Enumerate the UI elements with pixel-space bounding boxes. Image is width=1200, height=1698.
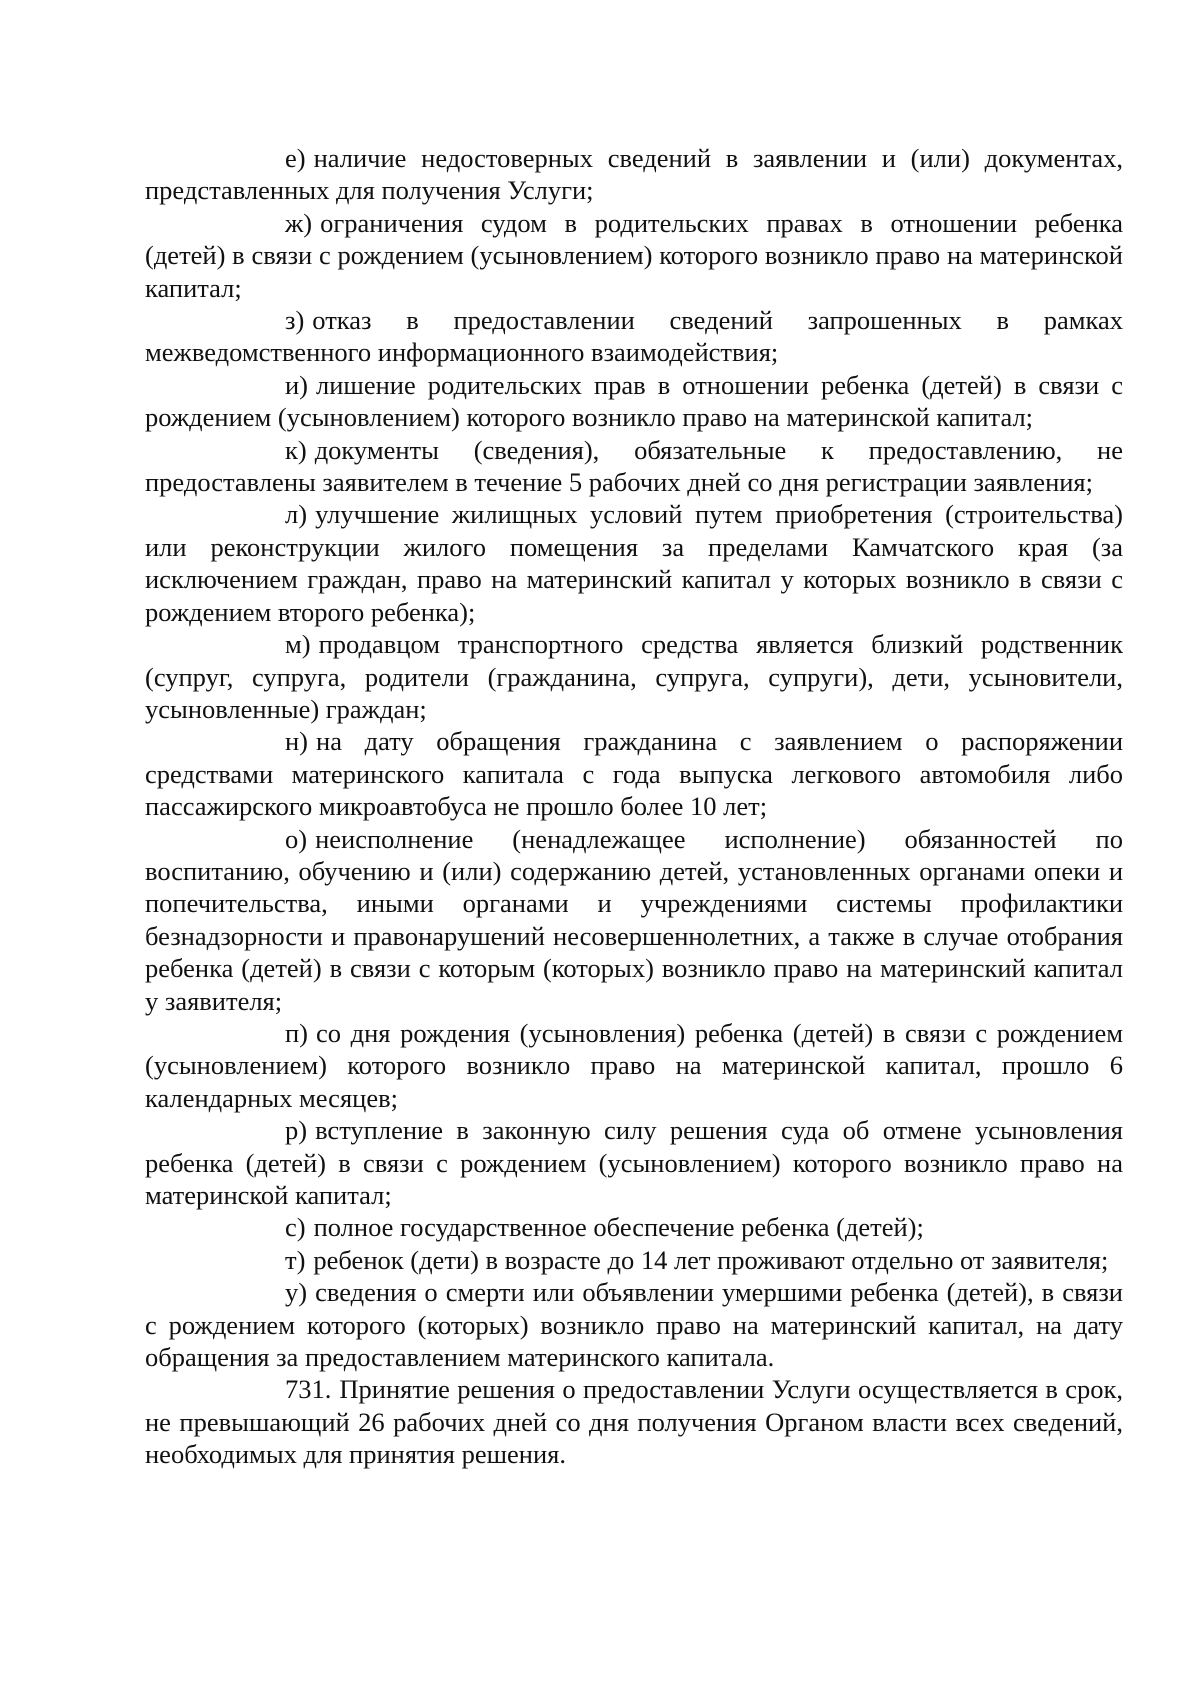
paragraph-text: полное государственное обеспечение ребенка (детей); bbox=[313, 1212, 924, 1243]
item-marker: л) bbox=[285, 499, 308, 530]
paragraph-731 bbox=[145, 1373, 1123, 1470]
item-marker: р) bbox=[285, 1115, 308, 1146]
paragraph-text: вступление в законную силу решения суда об отмене усыновления ребенка (детей) в связи с рождением (усыновлением) которого возникло право на материнской капитал; bbox=[145, 1115, 1123, 1210]
paragraph-l bbox=[145, 498, 1123, 628]
paragraph-text: продавцом транспортного средства является близкий родственник (супруг, супруга, родители (гражданина, супруга, супруги), дети, усыновители, усыновленные) граждан; bbox=[145, 629, 1123, 724]
item-marker: е) bbox=[285, 143, 306, 173]
item-marker: и) bbox=[285, 369, 309, 400]
paragraph-text: наличие недостоверных сведений в заявлении и (или) документах, представленных для получения Услуги; bbox=[145, 143, 1123, 206]
document-body bbox=[145, 142, 1123, 1471]
paragraph-text: ограничения судом в родительских правах в отношении ребенка (детей) в связи с рождением (усыновлением) которого возникло право на материнской капитал; bbox=[145, 207, 1123, 303]
paragraph-text: на дату обращения гражданина с заявлением о распоряжении средствами материнского капитала с года выпуска легкового автомобиля либо пассажирского микроавтобуса не прошло более 10 лет; bbox=[145, 726, 1123, 822]
item-marker: с) bbox=[285, 1212, 306, 1243]
paragraph-o bbox=[145, 823, 1123, 1017]
paragraph-r bbox=[145, 1114, 1123, 1211]
paragraph-z bbox=[145, 304, 1123, 369]
paragraph-text: Принятие решения о предоставлении Услуги осуществляется в срок, не превышающий 26 рабочих дней со дня получения Органом власти всех сведений, необходимых для принятия решения. bbox=[145, 1374, 1123, 1470]
paragraph-text: улучшение жилищных условий путем приобретения (строительства) или реконструкции жилого помещения за пределами Камчатского края (за исключением граждан, право на материнский капитал у которых возникло в связи с рождением второго ребенка); bbox=[145, 499, 1123, 627]
item-marker: 731. bbox=[285, 1374, 332, 1405]
paragraph-p bbox=[145, 1017, 1123, 1114]
paragraph-i bbox=[145, 369, 1123, 434]
paragraph-u bbox=[145, 1276, 1123, 1373]
paragraph-text: отказ в предоставлении сведений запрошенных в рамках межведомственного информационного взаимодействия; bbox=[145, 305, 1123, 368]
paragraph-text: документы (сведения), обязательные к предоставлению, не предоставлены заявителем в течение 5 рабочих дней со дня регистрации заявления; bbox=[145, 434, 1123, 498]
paragraph-m bbox=[145, 628, 1123, 725]
paragraph-e bbox=[145, 142, 1123, 207]
item-marker: т) bbox=[285, 1244, 306, 1275]
paragraph-text: лишение родительских прав в отношении ребенка (детей) в связи с рождением (усыновлением) которого возникло право на материнской капитал; bbox=[145, 369, 1123, 433]
paragraph-zh bbox=[145, 207, 1123, 304]
paragraph-k bbox=[145, 434, 1123, 499]
paragraph-text: со дня рождения (усыновления) ребенка (детей) в связи с рождением (усыновлением) которого возникло право на материнской капитал, прошло 6 календарных месяцев; bbox=[145, 1017, 1123, 1113]
item-marker: п) bbox=[285, 1017, 309, 1048]
item-marker: з) bbox=[285, 305, 305, 336]
paragraph-n bbox=[145, 725, 1123, 822]
item-marker: о) bbox=[285, 823, 308, 854]
item-marker: у) bbox=[285, 1277, 308, 1308]
item-marker: н) bbox=[285, 726, 309, 757]
paragraph-t bbox=[145, 1244, 1123, 1276]
item-marker: м) bbox=[285, 629, 311, 660]
paragraph-text: сведения о смерти или объявлении умершими ребенка (детей), в связи с рождением которого (которых) возникло право на материнский капитал, на дату обращения за предоставлением материнского капитала. bbox=[145, 1277, 1123, 1373]
paragraph-s bbox=[145, 1211, 1123, 1243]
paragraph-text: ребенок (дети) в возрасте до 14 лет проживают отдельно от заявителя; bbox=[313, 1244, 1109, 1275]
item-marker: ж) bbox=[285, 207, 313, 238]
paragraph-text: неисполнение (ненадлежащее исполнение) обязанностей по воспитанию, обучению и (или) содержанию детей, установленных органами опеки и попечительства, иными органами и учреждениями системы профилактики безнадзорности и правонарушений несовершеннолетних, а также в случае отобрания ребенка (детей) в связи с которым (которых) возникло право на материнский капитал у заявителя; bbox=[145, 823, 1123, 1016]
item-marker: к) bbox=[285, 434, 307, 465]
